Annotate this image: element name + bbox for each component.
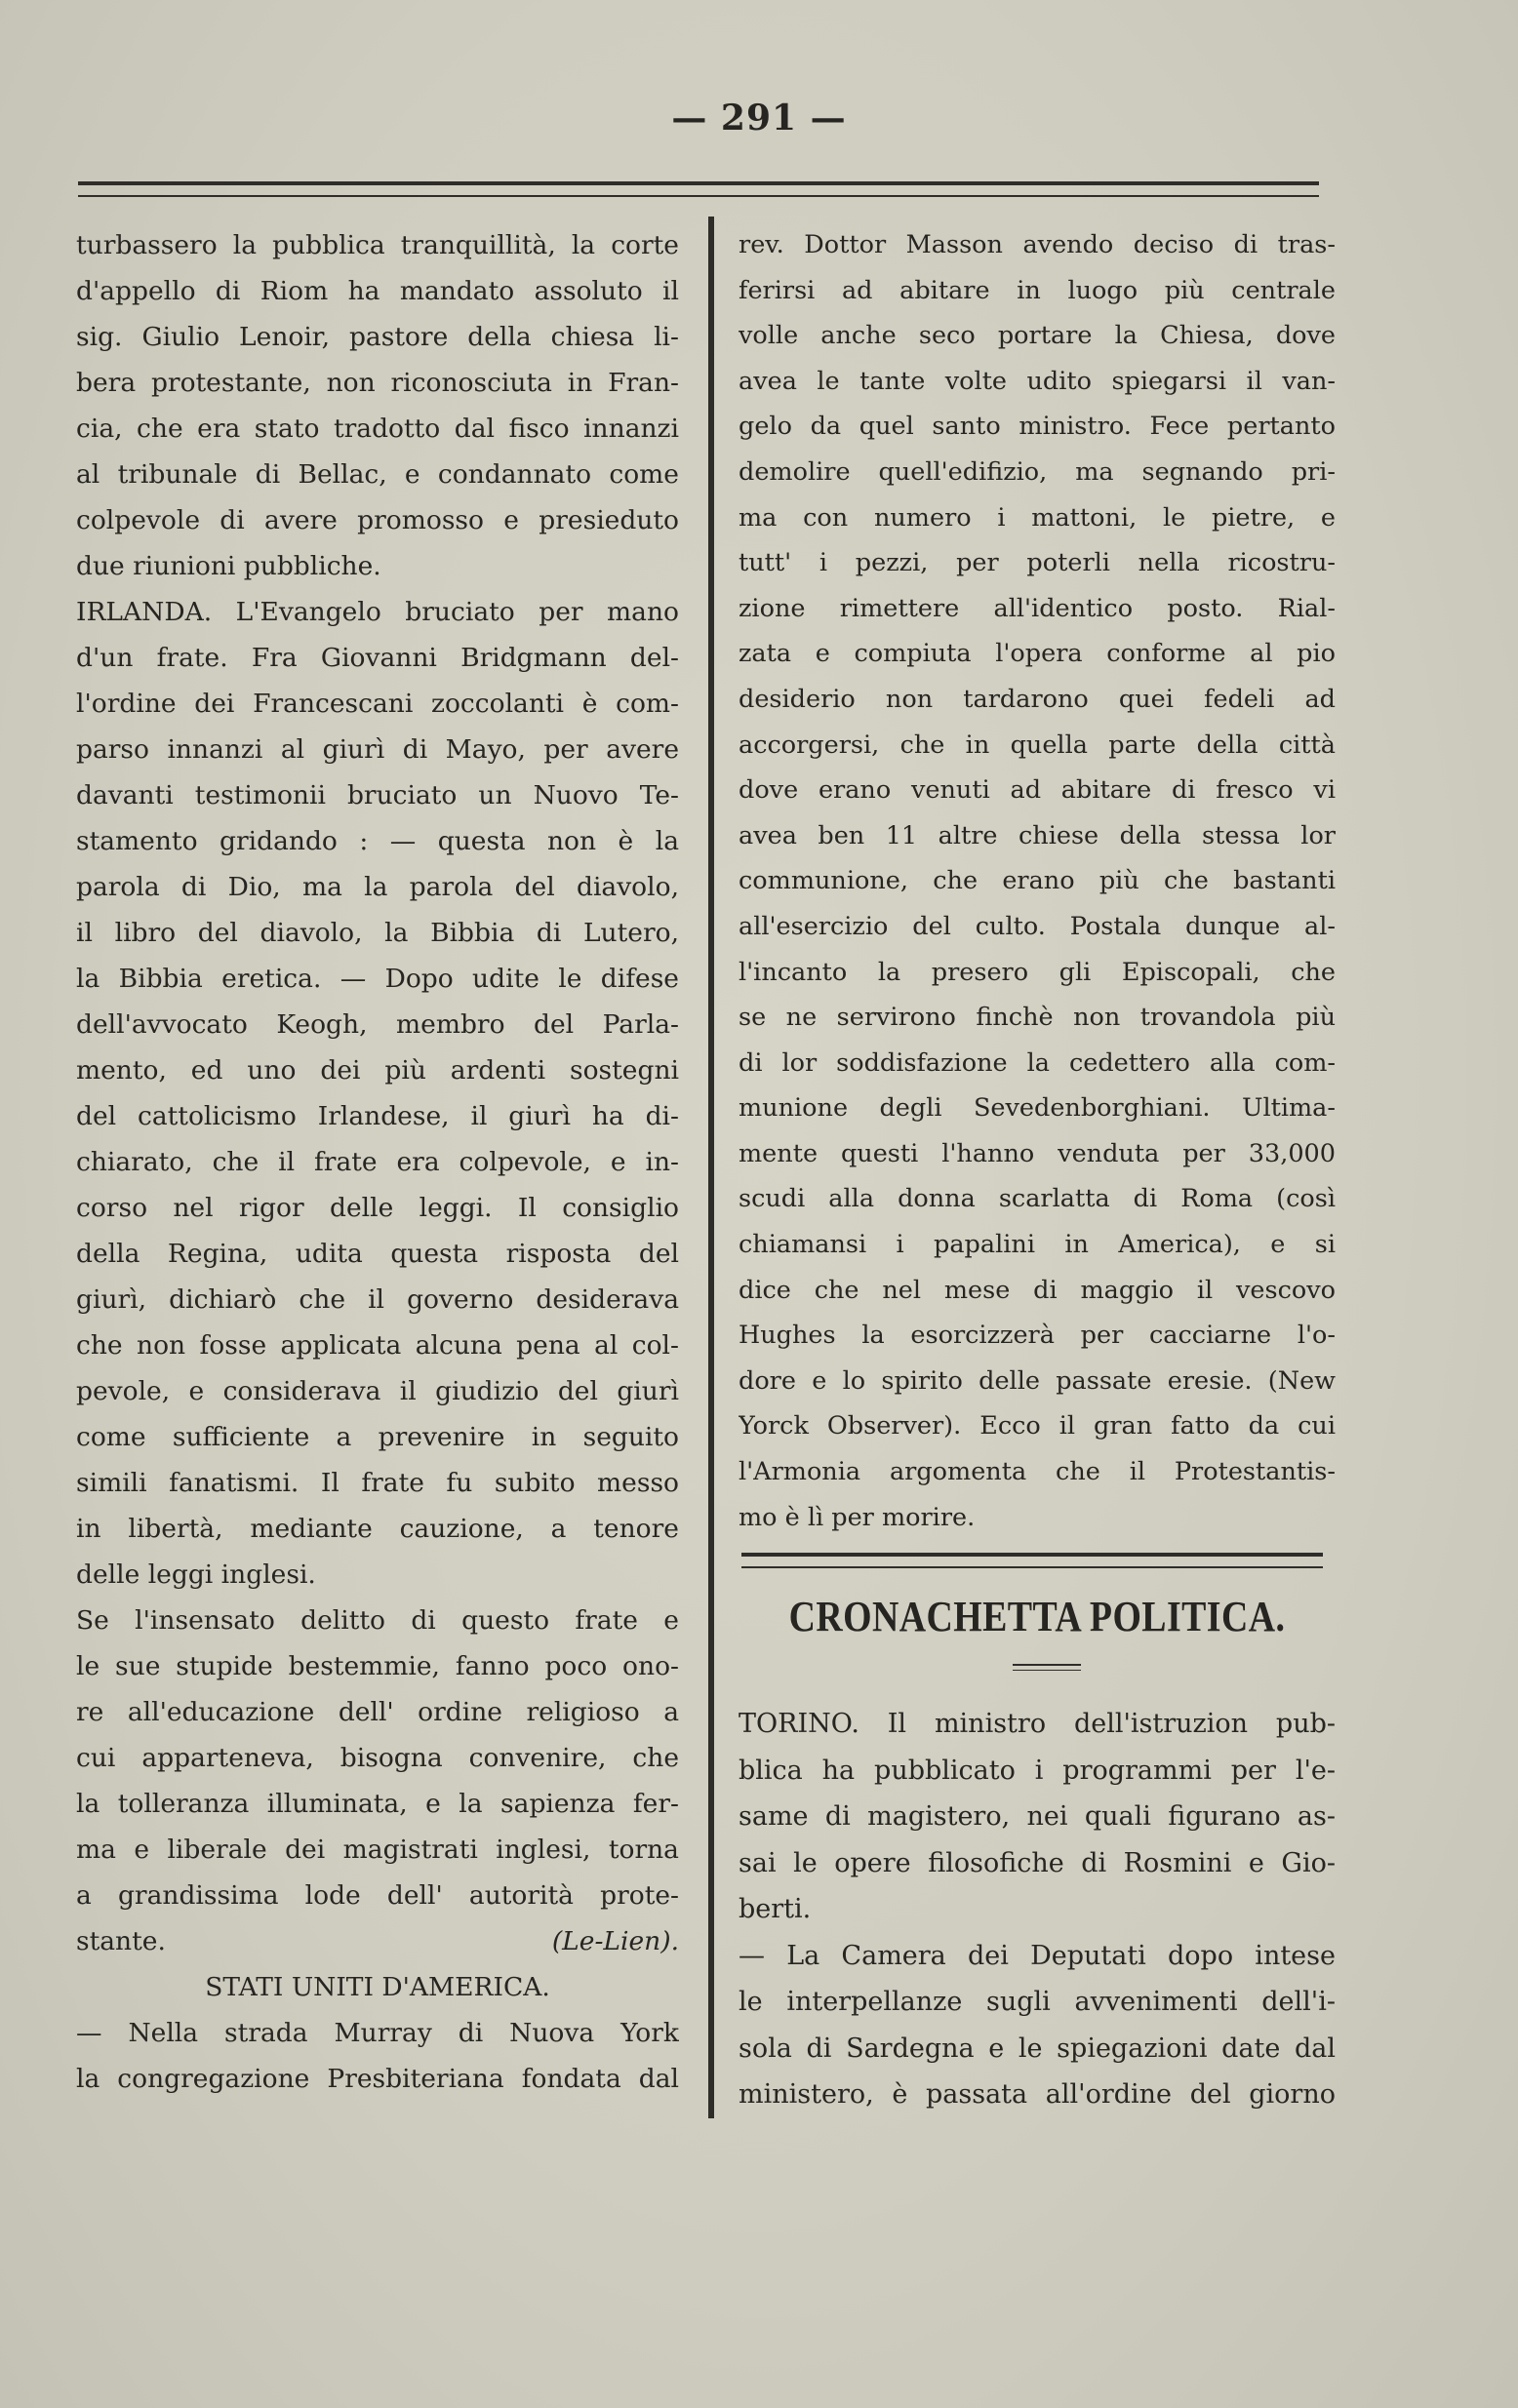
text-line: munione degli Sevedenborghiani. Ultima-: [739, 1093, 1336, 1124]
text-line: cia, che era stato tradotto dal fisco innanzi: [76, 414, 679, 444]
text-line: dice che nel mese di maggio il vescovo: [739, 1275, 1336, 1305]
text-line: che non fosse applicata alcuna pena al col-: [76, 1330, 679, 1361]
text-line: rev. Dottor Masson avendo deciso di tras-: [739, 230, 1336, 259]
text-line: in libertà, mediante cauzione, a tenore: [76, 1514, 679, 1544]
text-line: avea le tante volte udito spiegarsi il van-: [739, 366, 1336, 396]
text-line: scudi alla donna scarlatta di Roma (così: [739, 1184, 1336, 1214]
text-line: giurì, dichiarò che il governo desiderava: [76, 1284, 679, 1315]
text-line: corso nel rigor delle leggi. Il consiglio: [76, 1193, 679, 1223]
subheading-usa: STATI UNITI D'AMERICA.: [205, 1972, 550, 2002]
text-line: ferirsi ad abitare in luogo più centrale: [739, 275, 1336, 305]
text-line: pevole, e considerava il giudizio del giurì: [76, 1376, 679, 1406]
text-line: sig. Giulio Lenoir, pastore della chiesa li-: [76, 322, 679, 352]
section-title: CRONACHETTA POLITICA.: [788, 1593, 1286, 1640]
text-line: mente questi l'hanno venduta per 33,000: [739, 1138, 1336, 1168]
text-line: berti.: [739, 1894, 812, 1924]
text-line: d'appello di Riom ha mandato assoluto il: [76, 276, 679, 306]
text-line: il libro del diavolo, la Bibbia di Lutero,: [76, 918, 679, 948]
text-line: parola di Dio, ma la parola del diavolo,: [76, 872, 679, 902]
text-line: ma con numero i mattoni, le pietre, e: [739, 502, 1336, 533]
page-number: — 291 —: [671, 98, 847, 138]
text-line: mo è lì per morire.: [739, 1502, 976, 1532]
text-line: TORINO. Il ministro dell'istruzion pub-: [739, 1709, 1336, 1739]
text-line: gelo da quel santo ministro. Fece pertanto: [739, 412, 1336, 442]
text-line: se ne servirono finchè non trovandola più: [739, 1003, 1336, 1033]
text-line: di lor soddisfazione la cedettero alla com-: [739, 1047, 1336, 1078]
source-citation: (Le-Lien).: [551, 1926, 679, 1956]
text-line: blica ha pubblicato i programmi per l'e-: [739, 1755, 1336, 1786]
section-rule: [741, 1553, 1323, 1568]
text-line: demolire quell'edifizio, ma segnando pri-: [739, 456, 1336, 487]
text-line: al tribunale di Bellac, e condannato come: [76, 459, 679, 490]
text-line: colpevole di avere promosso e presieduto: [76, 505, 679, 535]
text-line: stamento gridando : — questa non è la: [76, 826, 679, 856]
text-line: delle leggi inglesi.: [76, 1559, 316, 1590]
column-divider: [708, 217, 714, 2118]
text-line: avea ben 11 altre chiese della stessa lor: [739, 820, 1336, 850]
closing-line: [76, 1918, 679, 1964]
text-line: a grandissima lode dell' autorità prote-: [76, 1880, 679, 1911]
text-line: cui apparteneva, bisogna convenire, che: [76, 1743, 679, 1773]
text-line: dove erano venuti ad abitare di fresco vi: [739, 775, 1336, 806]
text-line: zata e compiuta l'opera conforme al pio: [739, 639, 1336, 669]
text-line: le sue stupide bestemmie, fanno poco ono-: [76, 1651, 679, 1681]
text-line: due riunioni pubbliche.: [76, 551, 381, 581]
text-line: dore e lo spirito delle passate eresie. (New: [739, 1365, 1336, 1396]
text-line: sai le opere filosofiche di Rosmini e Gio-: [739, 1847, 1336, 1878]
political-chronicle: [739, 1701, 1336, 2118]
text-line: la congregazione Presbiteriana fondata dal: [76, 2064, 679, 2094]
text-line: — La Camera dei Deputati dopo intese: [739, 1940, 1336, 1971]
title-underline: [1013, 1664, 1081, 1671]
text-line: Hughes la esorcizzerà per cacciarne l'o-: [739, 1321, 1336, 1351]
text-line: ministero, è passata all'ordine del giorno: [739, 2079, 1336, 2110]
text-line: zione rimettere all'identico posto. Rial-: [739, 593, 1336, 623]
text-line: desiderio non tardarono quei fedeli ad: [739, 684, 1336, 714]
text-line: simili fanatismi. Il frate fu subito messo: [76, 1468, 679, 1498]
text-line: accorgersi, che in quella parte della città: [739, 730, 1336, 760]
text-line: dell'avvocato Keogh, membro del Parla-: [76, 1009, 679, 1040]
text-line: volle anche seco portare la Chiesa, dove: [739, 321, 1336, 351]
text-line: same di magistero, nei quali figurano as-: [739, 1801, 1336, 1832]
text-line: chiamansi i papalini in America), e si: [739, 1230, 1336, 1260]
text-line: Se l'insensato delitto di questo frate e: [76, 1605, 679, 1636]
text-line: tutt' i pezzi, per poterli nella ricostru-: [739, 548, 1336, 578]
text-line: bera protestante, non riconosciuta in Fran-: [76, 368, 679, 398]
text-line: sola di Sardegna e le spiegazioni date dal: [739, 2033, 1336, 2064]
text-line: Yorck Observer). Ecco il gran fatto da cui: [739, 1411, 1336, 1441]
text-line: re all'educazione dell' ordine religioso a: [76, 1697, 679, 1727]
text-line: la Bibbia eretica. — Dopo udite le difese: [76, 964, 679, 994]
text-line: della Regina, udita questa risposta del: [76, 1239, 679, 1269]
text-line: d'un frate. Fra Giovanni Bridgmann del-: [76, 643, 679, 673]
text-line: davanti testimonii bruciato un Nuovo Te-: [76, 780, 679, 810]
text-line: l'ordine dei Francescani zoccolanti è com-: [76, 689, 679, 719]
text-line: le interpellanze sugli avvenimenti dell'i-: [739, 1987, 1336, 2017]
text-line: turbassero la pubblica tranquillità, la corte: [76, 230, 679, 260]
text-line: mento, ed uno dei più ardenti sostegni: [76, 1055, 679, 1086]
text-line: la tolleranza illuminata, e la sapienza fer-: [76, 1789, 679, 1819]
text-line: ma e liberale dei magistrati inglesi, torna: [76, 1835, 679, 1865]
text-line: del cattolicismo Irlandese, il giurì ha di-: [76, 1101, 679, 1131]
text-line: all'esercizio del culto. Postala dunque al-: [739, 911, 1336, 941]
text-line: IRLANDA. L'Evangelo bruciato per mano: [76, 597, 679, 627]
header-rule: [78, 181, 1319, 197]
text-line: parso innanzi al giurì di Mayo, per avere: [76, 734, 679, 765]
left-column: [76, 222, 679, 2102]
closing-text: stante.: [76, 1926, 166, 1956]
text-line: chiarato, che il frate era colpevole, e in-: [76, 1147, 679, 1177]
text-line: come sufficiente a prevenire in seguito: [76, 1422, 679, 1452]
text-line: — Nella strada Murray di Nuova York: [76, 2018, 679, 2048]
text-line: communione, che erano più che bastanti: [739, 866, 1336, 896]
text-line: l'incanto la presero gli Episcopali, che: [739, 957, 1336, 987]
text-line: l'Armonia argomenta che il Protestantis-: [739, 1457, 1336, 1487]
right-column: [739, 222, 1336, 1540]
